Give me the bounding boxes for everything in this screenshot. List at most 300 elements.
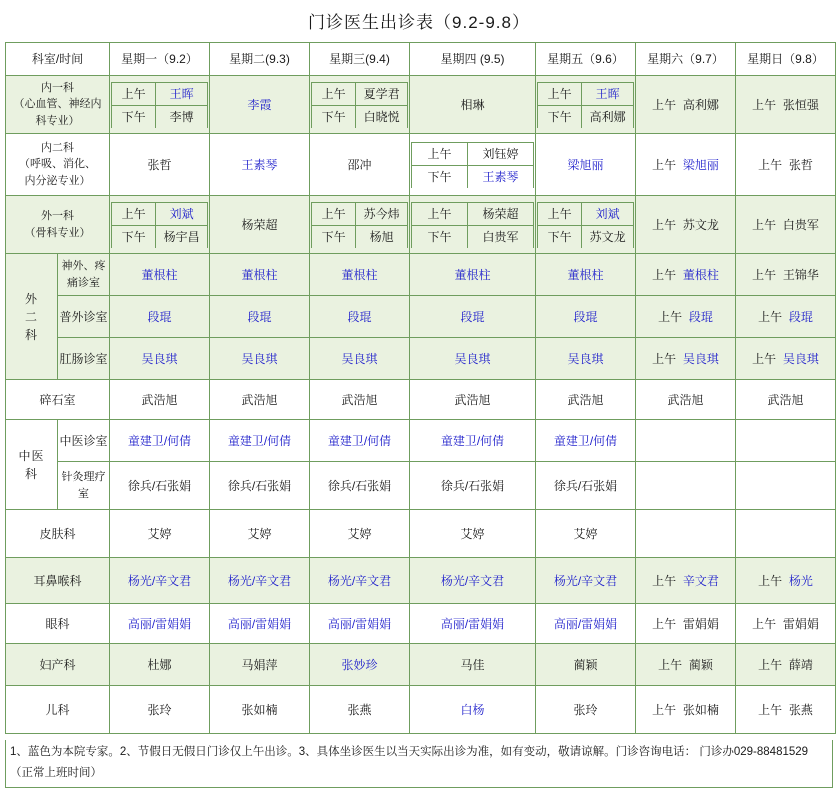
shift-label-am: 上午 xyxy=(112,202,156,225)
doctor-name: 段琨 xyxy=(573,309,598,324)
footer-line: 1、蓝色为本院专家。2、节假日无假日门诊仅上午出诊。3、具体坐诊医生以当天实际出诊为准，如有变动，敬请谅解。门诊咨询电话： 门诊办029-88481529（正常上班时间） xyxy=(10,746,809,779)
header-cell-6: 星期六（9.7） xyxy=(636,43,736,76)
doctor-name: 张燕 xyxy=(788,702,813,717)
shift-label-pm: 下午 xyxy=(112,105,156,128)
doctor-name: 薛靖 xyxy=(788,657,813,672)
doctor-name: 白晓悦 xyxy=(356,105,408,128)
doctor-name: 张如楠 xyxy=(241,702,278,717)
schedule-cell xyxy=(736,604,836,644)
doctor-name: 童建卫/何倩 xyxy=(440,433,505,448)
doctor-name: 艾婷 xyxy=(247,526,272,541)
department-label-line: 痛诊室 xyxy=(67,276,100,289)
shift-label-pm: 下午 xyxy=(538,225,582,248)
schedule-cell xyxy=(536,196,636,254)
schedule-cell xyxy=(310,338,410,380)
doctor-name: 武浩旭 xyxy=(567,392,604,407)
shift-label-am: 上午 xyxy=(538,82,582,105)
doctor-name: 杨光/辛文君 xyxy=(127,573,192,588)
doctor-name: 王锦华 xyxy=(782,267,819,282)
doctor-name: 杨旭 xyxy=(356,225,408,248)
schedule-cell xyxy=(736,686,836,734)
schedule-cell xyxy=(536,338,636,380)
schedule-cell xyxy=(636,76,736,134)
schedule-cell xyxy=(110,644,210,686)
shift-label-am: 上午 xyxy=(652,616,677,631)
doctor-name: 吴良琪 xyxy=(567,351,604,366)
schedule-cell xyxy=(410,558,536,604)
doctor-name: 白贵军 xyxy=(468,225,534,248)
shift-label-pm: 下午 xyxy=(412,225,468,248)
schedule-cell xyxy=(536,76,636,134)
schedule-cell xyxy=(736,76,836,134)
doctor-name: 艾婷 xyxy=(147,526,172,541)
schedule-cell xyxy=(110,380,210,420)
schedule-cell xyxy=(736,462,836,510)
shift-label-am: 上午 xyxy=(752,97,777,112)
doctor-name: 雷娟娟 xyxy=(782,616,819,631)
department-label xyxy=(58,462,110,510)
doctor-name: 苏今炜 xyxy=(356,202,408,225)
schedule-cell xyxy=(636,558,736,604)
shift-split xyxy=(411,202,534,248)
schedule-cell xyxy=(636,510,736,558)
shift-label-am: 上午 xyxy=(652,157,677,172)
department-label xyxy=(6,558,110,604)
schedule-cell xyxy=(210,338,310,380)
shift-label-am: 上午 xyxy=(652,97,677,112)
doctor-name: 杨光/辛文君 xyxy=(327,573,392,588)
department-label xyxy=(58,420,110,462)
doctor-name: 董根柱 xyxy=(567,267,604,282)
schedule-cell xyxy=(410,380,536,420)
schedule-cell xyxy=(410,644,536,686)
schedule-cell xyxy=(736,254,836,296)
header-cell-4: 星期四 (9.5) xyxy=(410,43,536,76)
department-label-line: 普外诊室 xyxy=(59,309,108,324)
department-label-line: （骨科专业） xyxy=(24,226,91,239)
department-label xyxy=(6,686,110,734)
schedule-cell xyxy=(210,558,310,604)
table-row xyxy=(6,196,836,254)
schedule-cell xyxy=(110,196,210,254)
group-label-wai-er: 外 二 科 xyxy=(6,254,58,380)
schedule-cell xyxy=(536,134,636,196)
doctor-name: 杨荣超 xyxy=(468,202,534,225)
schedule-cell xyxy=(636,196,736,254)
shift-split xyxy=(311,82,408,128)
doctor-name: 王晖 xyxy=(582,82,634,105)
doctor-name: 段琨 xyxy=(788,309,813,324)
schedule-cell xyxy=(536,254,636,296)
shift-label-am: 上午 xyxy=(412,202,468,225)
doctor-name: 徐兵/石张娟 xyxy=(440,478,505,493)
shift-label-am: 上午 xyxy=(752,351,777,366)
doctor-name: 张如楠 xyxy=(682,702,719,717)
doctor-name: 徐兵/石张娟 xyxy=(127,478,192,493)
schedule-cell xyxy=(310,134,410,196)
schedule-cell xyxy=(636,380,736,420)
schedule-cell xyxy=(110,134,210,196)
table-row xyxy=(6,134,836,196)
schedule-cell xyxy=(410,76,536,134)
doctor-name: 王晖 xyxy=(156,82,208,105)
schedule-cell xyxy=(536,510,636,558)
shift-label-am: 上午 xyxy=(652,702,677,717)
schedule-cell xyxy=(210,604,310,644)
schedule-cell xyxy=(210,686,310,734)
doctor-name: 梁旭丽 xyxy=(682,157,719,172)
department-label xyxy=(6,196,110,254)
department-label-line: （心血管、神经内 xyxy=(13,98,102,111)
schedule-cell xyxy=(736,338,836,380)
doctor-name: 刘斌 xyxy=(582,202,634,225)
doctor-name: 高丽/雷娟娟 xyxy=(227,616,292,631)
header-cell-7: 星期日（9.8） xyxy=(736,43,836,76)
schedule-cell xyxy=(310,76,410,134)
shift-label-am: 上午 xyxy=(758,657,783,672)
doctor-name: 高利娜 xyxy=(682,97,719,112)
doctor-name: 吴良琪 xyxy=(141,351,178,366)
department-label-line: 内分泌专业） xyxy=(24,174,91,187)
shift-label-am: 上午 xyxy=(752,217,777,232)
doctor-name: 童建卫/何倩 xyxy=(327,433,392,448)
shift-label-am: 上午 xyxy=(758,573,783,588)
schedule-cell xyxy=(536,462,636,510)
doctor-name: 李霞 xyxy=(247,97,272,112)
shift-label-am: 上午 xyxy=(658,657,683,672)
shift-label-am: 上午 xyxy=(758,157,783,172)
doctor-name: 马佳 xyxy=(460,657,485,672)
schedule-cell xyxy=(636,462,736,510)
table-row xyxy=(6,380,836,420)
doctor-name: 武浩旭 xyxy=(141,392,178,407)
doctor-name: 高丽/雷娟娟 xyxy=(327,616,392,631)
doctor-name: 蔺颖 xyxy=(688,657,713,672)
schedule-cell xyxy=(410,686,536,734)
doctor-name: 王素琴 xyxy=(468,165,534,188)
doctor-name: 雷娟娟 xyxy=(682,616,719,631)
schedule-cell xyxy=(736,134,836,196)
doctor-name: 苏文龙 xyxy=(582,225,634,248)
schedule-cell xyxy=(736,420,836,462)
schedule-cell xyxy=(736,558,836,604)
schedule-cell xyxy=(310,296,410,338)
doctor-name: 杨荣超 xyxy=(241,217,278,232)
doctor-name: 白杨 xyxy=(460,702,485,717)
doctor-name: 董根柱 xyxy=(141,267,178,282)
schedule-cell xyxy=(736,380,836,420)
doctor-name: 张妙珍 xyxy=(341,657,378,672)
schedule-cell xyxy=(310,604,410,644)
doctor-name: 吴良琪 xyxy=(454,351,491,366)
doctor-name: 徐兵/石张娟 xyxy=(553,478,618,493)
shift-split xyxy=(111,202,208,248)
schedule-cell xyxy=(410,462,536,510)
doctor-name: 吴良琪 xyxy=(682,351,719,366)
table-row xyxy=(6,338,836,380)
shift-label-am: 上午 xyxy=(652,217,677,232)
doctor-name: 段琨 xyxy=(460,309,485,324)
doctor-name: 杨光 xyxy=(788,573,813,588)
footer-notes xyxy=(5,740,833,788)
schedule-cell xyxy=(210,510,310,558)
doctor-name: 杜娜 xyxy=(147,657,172,672)
schedule-cell xyxy=(310,254,410,296)
schedule-cell xyxy=(410,604,536,644)
doctor-name: 张燕 xyxy=(347,702,372,717)
schedule-cell xyxy=(310,510,410,558)
doctor-name: 相琳 xyxy=(460,97,485,112)
doctor-name: 梁旭丽 xyxy=(567,157,604,172)
department-label-line: 耳鼻喉科 xyxy=(33,573,82,588)
schedule-cell xyxy=(636,296,736,338)
schedule-cell xyxy=(210,420,310,462)
schedule-cell xyxy=(736,196,836,254)
schedule-cell xyxy=(310,196,410,254)
department-label-line: 内一科 xyxy=(41,81,74,94)
header-cell-5: 星期五（9.6） xyxy=(536,43,636,76)
shift-label-pm: 下午 xyxy=(112,225,156,248)
table-row xyxy=(6,254,836,296)
table-body xyxy=(6,76,836,734)
doctor-name: 童建卫/何倩 xyxy=(127,433,192,448)
schedule-cell xyxy=(410,338,536,380)
doctor-name: 段琨 xyxy=(347,309,372,324)
schedule-cell xyxy=(310,380,410,420)
doctor-name: 马娟萍 xyxy=(241,657,278,672)
department-label-line: 皮肤科 xyxy=(39,526,76,541)
schedule-cell xyxy=(410,196,536,254)
doctor-name: 高丽/雷娟娟 xyxy=(127,616,192,631)
doctor-name: 吴良琪 xyxy=(241,351,278,366)
shift-split xyxy=(311,202,408,248)
schedule-cell xyxy=(210,462,310,510)
doctor-name: 董根柱 xyxy=(454,267,491,282)
department-label-line: 中医诊室 xyxy=(59,433,108,448)
schedule-cell xyxy=(210,254,310,296)
header-cell-3: 星期三(9.4) xyxy=(310,43,410,76)
schedule-cell xyxy=(310,644,410,686)
doctor-name: 张玲 xyxy=(147,702,172,717)
doctor-name: 张玲 xyxy=(573,702,598,717)
department-label-line: 外一科 xyxy=(41,210,74,222)
schedule-cell xyxy=(536,604,636,644)
schedule-table xyxy=(5,42,836,734)
shift-label-pm: 下午 xyxy=(312,105,356,128)
doctor-name: 杨光/辛文君 xyxy=(553,573,618,588)
doctor-name: 徐兵/石张娟 xyxy=(227,478,292,493)
department-label xyxy=(6,644,110,686)
shift-label-am: 上午 xyxy=(112,82,156,105)
schedule-cell xyxy=(210,644,310,686)
schedule-cell xyxy=(310,558,410,604)
schedule-cell xyxy=(210,76,310,134)
department-label xyxy=(58,296,110,338)
header-cell-0: 科室/时间 xyxy=(6,43,110,76)
doctor-name: 武浩旭 xyxy=(667,392,704,407)
doctor-name: 武浩旭 xyxy=(454,392,491,407)
department-label-line: 眼科 xyxy=(45,616,70,631)
schedule-cell xyxy=(110,604,210,644)
department-label-line: 碎石室 xyxy=(39,392,76,407)
schedule-cell xyxy=(536,296,636,338)
department-label xyxy=(58,338,110,380)
schedule-cell xyxy=(310,462,410,510)
doctor-name: 杨宇昌 xyxy=(156,225,208,248)
doctor-name: 邵冲 xyxy=(347,157,372,172)
shift-split xyxy=(411,142,534,188)
schedule-cell xyxy=(536,686,636,734)
department-label-line: 儿科 xyxy=(45,702,70,717)
doctor-name: 徐兵/石张娟 xyxy=(327,478,392,493)
schedule-cell xyxy=(536,644,636,686)
doctor-name: 王素琴 xyxy=(241,157,278,172)
table-row xyxy=(6,510,836,558)
department-label-line: 科专业） xyxy=(35,114,80,127)
header-cell-2: 星期二(9.3) xyxy=(210,43,310,76)
schedule-cell xyxy=(410,296,536,338)
group-label-zhongyi: 中医 科 xyxy=(6,420,58,510)
department-label xyxy=(58,254,110,296)
doctor-name: 董根柱 xyxy=(682,267,719,282)
schedule-cell xyxy=(636,254,736,296)
department-label xyxy=(6,134,110,196)
doctor-name: 刘斌 xyxy=(156,202,208,225)
table-row xyxy=(6,420,836,462)
schedule-cell xyxy=(110,76,210,134)
page-title: 门诊医生出诊表（9.2-9.8） xyxy=(308,13,530,32)
doctor-name: 段琨 xyxy=(247,309,272,324)
table-row xyxy=(6,462,836,510)
doctor-name: 武浩旭 xyxy=(241,392,278,407)
schedule-cell xyxy=(410,134,536,196)
table-row xyxy=(6,604,836,644)
header-row xyxy=(6,43,836,76)
doctor-name: 吴良琪 xyxy=(782,351,819,366)
schedule-cell xyxy=(536,420,636,462)
shift-label-pm: 下午 xyxy=(412,165,468,188)
schedule-cell xyxy=(110,510,210,558)
shift-label-am: 上午 xyxy=(758,702,783,717)
doctor-name: 童建卫/何倩 xyxy=(227,433,292,448)
header-cell-1: 星期一（9.2） xyxy=(110,43,210,76)
department-label-line: （呼吸、消化、 xyxy=(19,158,96,171)
schedule-cell xyxy=(536,380,636,420)
schedule-cell xyxy=(110,296,210,338)
doctor-name: 张哲 xyxy=(788,157,813,172)
doctor-name: 高丽/雷娟娟 xyxy=(553,616,618,631)
department-label-line: 内二科 xyxy=(41,141,74,154)
doctor-name: 董根柱 xyxy=(341,267,378,282)
shift-label-am: 上午 xyxy=(652,573,677,588)
doctor-name: 董根柱 xyxy=(241,267,278,282)
schedule-cell xyxy=(310,420,410,462)
doctor-name: 辛文君 xyxy=(682,573,719,588)
doctor-name: 张哲 xyxy=(147,157,172,172)
doctor-name: 夏学君 xyxy=(356,82,408,105)
schedule-cell xyxy=(736,296,836,338)
doctor-name: 苏文龙 xyxy=(682,217,719,232)
shift-label-am: 上午 xyxy=(652,267,677,282)
schedule-cell xyxy=(636,338,736,380)
doctor-name: 高丽/雷娟娟 xyxy=(440,616,505,631)
doctor-name: 高利娜 xyxy=(582,105,634,128)
schedule-cell xyxy=(636,644,736,686)
schedule-cell xyxy=(410,254,536,296)
doctor-name: 武浩旭 xyxy=(767,392,804,407)
shift-label-am: 上午 xyxy=(752,616,777,631)
schedule-cell xyxy=(636,420,736,462)
shift-label-pm: 下午 xyxy=(312,225,356,248)
schedule-cell xyxy=(736,510,836,558)
doctor-name: 艾婷 xyxy=(347,526,372,541)
table-row xyxy=(6,76,836,134)
doctor-name: 杨光/辛文君 xyxy=(227,573,292,588)
shift-label-am: 上午 xyxy=(658,309,683,324)
department-label-line: 室 xyxy=(78,487,89,500)
table-row xyxy=(6,558,836,604)
schedule-cell xyxy=(410,510,536,558)
schedule-cell xyxy=(210,296,310,338)
table-row xyxy=(6,686,836,734)
doctor-name: 武浩旭 xyxy=(341,392,378,407)
department-label-line: 妇产科 xyxy=(39,657,76,672)
doctor-name: 白贵军 xyxy=(782,217,819,232)
schedule-cell xyxy=(636,686,736,734)
shift-split xyxy=(537,82,634,128)
doctor-name: 李博 xyxy=(156,105,208,128)
table-header xyxy=(6,43,836,76)
shift-label-am: 上午 xyxy=(758,309,783,324)
schedule-cell xyxy=(110,558,210,604)
shift-label-am: 上午 xyxy=(652,351,677,366)
department-label xyxy=(6,76,110,134)
shift-label-am: 上午 xyxy=(752,267,777,282)
schedule-cell xyxy=(110,254,210,296)
shift-label-am: 上午 xyxy=(538,202,582,225)
schedule-cell xyxy=(636,604,736,644)
department-label xyxy=(6,510,110,558)
schedule-cell xyxy=(210,196,310,254)
doctor-name: 段琨 xyxy=(688,309,713,324)
department-label-line: 肛肠诊室 xyxy=(59,351,108,366)
doctor-name: 吴良琪 xyxy=(341,351,378,366)
shift-split xyxy=(537,202,634,248)
schedule-cell xyxy=(410,420,536,462)
department-label xyxy=(6,380,110,420)
department-label-line: 神外、疼 xyxy=(61,260,106,272)
schedule-cell xyxy=(636,134,736,196)
schedule-cell xyxy=(110,338,210,380)
doctor-name: 杨光/辛文君 xyxy=(440,573,505,588)
doctor-name: 艾婷 xyxy=(460,526,485,541)
department-label xyxy=(6,604,110,644)
schedule-cell xyxy=(736,644,836,686)
doctor-name: 蔺颖 xyxy=(573,657,598,672)
doctor-name: 童建卫/何倩 xyxy=(553,433,618,448)
doctor-name: 刘钰婷 xyxy=(468,142,534,165)
table-row xyxy=(6,296,836,338)
schedule-cell xyxy=(110,462,210,510)
department-label-line: 针灸理疗 xyxy=(61,471,106,483)
shift-label-pm: 下午 xyxy=(538,105,582,128)
shift-label-am: 上午 xyxy=(312,82,356,105)
schedule-cell xyxy=(110,686,210,734)
shift-split xyxy=(111,82,208,128)
schedule-cell xyxy=(210,134,310,196)
schedule-cell xyxy=(310,686,410,734)
schedule-cell xyxy=(536,558,636,604)
